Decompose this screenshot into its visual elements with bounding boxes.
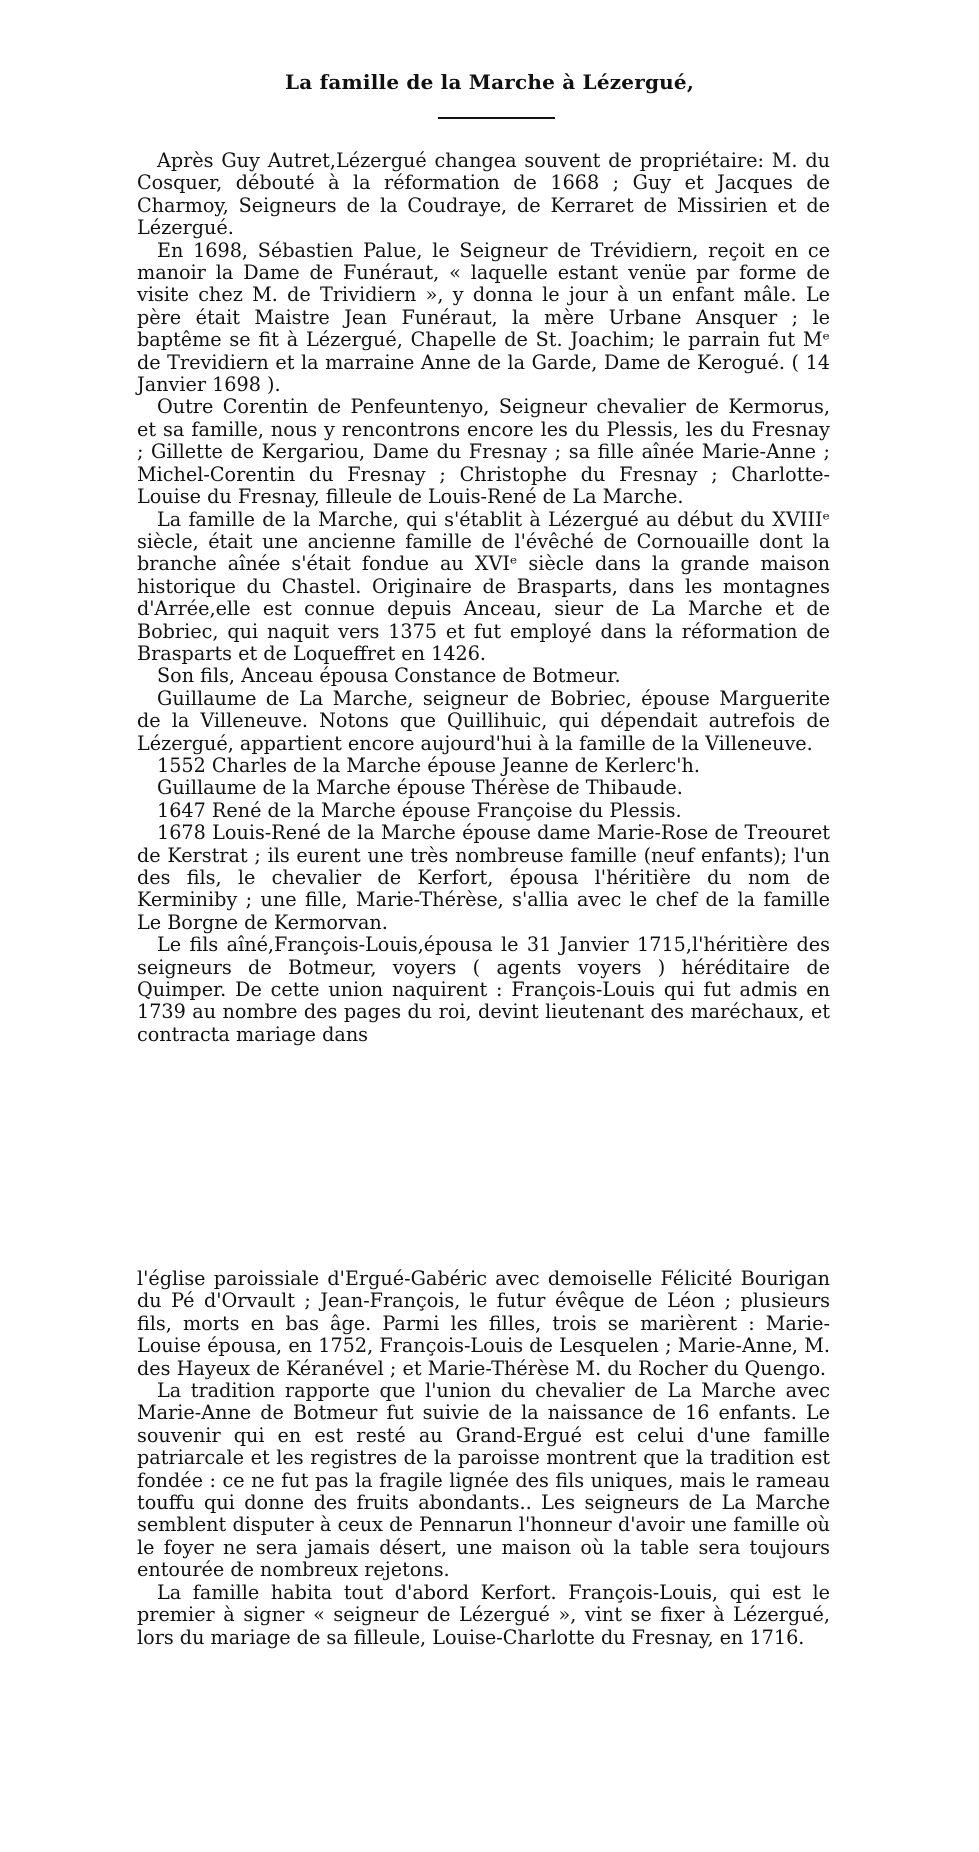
page-title: La famille de la Marche à Lézergué, — [285, 70, 694, 94]
paragraph: Son fils, Anceau épousa Constance de Botmeur. — [157, 664, 621, 688]
title-underline — [438, 117, 555, 119]
text-column-bottom — [137, 1268, 830, 1649]
paragraph: Le fils aîné,François-Louis,épousa le 31 Janvier 1715,l'héritière des seigneurs de Botmeur, voyers ( agents voyers ) héréditaire de Quimper. De cette union naquirent : François-Louis qui fut admis en 1739 au nombre des pages du roi, devint lieutenant des maréchaux, et contracta mariage dans — [137, 933, 830, 1046]
paragraph: La tradition rapporte que l'union du chevalier de La Marche avec Marie-Anne de Botmeur fut suivie de la naissance de 16 enfants. Le souvenir qui en est resté au Grand-Ergué est celui d'une famille patriarcale et les registres de la paroisse montrent que la tradition est fondée : ce ne fut pas la fragile lignée des fils uniques, mais le rameau touffu qui donne des fruits abondants.. Les seigneurs de La Marche semblent disputer à ceux de Pennarun l'honneur d'avoir une famille où le foyer ne sera jamais désert, une maison où la table sera toujours entourée de nombreux rejetons. — [137, 1379, 830, 1582]
text-column-top — [137, 150, 830, 1046]
paragraph: Guillaume de la Marche épouse Thérèse de Thibaude. — [157, 776, 683, 800]
paragraph: l'église paroissiale d'Ergué-Gabéric avec demoiselle Félicité Bourigan du Pé d'Orvault ; Jean-François, le futur évêque de Léon ; plusieurs fils, morts en bas âge. Parmi les filles, trois se marièrent : Marie-Louise épousa, en 1752, François-Louis de Lesquelen ; Marie-Anne, M. des Hayeux de Kéranével ; et Marie-Thérèse M. du Rocher du Quengo. — [137, 1267, 830, 1380]
paragraph: Guillaume de La Marche, seigneur de Bobriec, épouse Marguerite de la Villeneuve. Notons que Quillihuic, qui dépendait autrefois de Lézergué, appartient encore aujourd'hui à la famille de la Villeneuve. — [137, 686, 830, 755]
paragraph: 1647 René de la Marche épouse Françoise du Plessis. — [157, 798, 682, 822]
paragraph: 1552 Charles de la Marche épouse Jeanne de Kerlerc'h. — [157, 753, 700, 777]
paragraph: En 1698, Sébastien Palue, le Seigneur de Trévidiern, reçoit en ce manoir la Dame de Funéraut, « laquelle estant venüe par forme de visite chez M. de Trividiern », y donna le jour à un enfant mâle. Le père était Maistre Jean Funéraut, la mère Urbane Ansquer ; le baptême se fit à Lézergué, Chapelle de St. Joachim; le parrain fut Mᵉ de Trevidiern et la marraine Anne de la Garde, Dame de Kerogué. ( 14 Janvier 1698 ). — [137, 238, 830, 397]
paragraph: La famille habita tout d'abord Kerfort. François-Louis, qui est le premier à signer « seigneur de Lézergué », vint se fixer à Lézergué, lors du mariage de sa filleule, Louise-Charlotte du Fresnay, en 1716. — [137, 1580, 830, 1649]
paragraph: La famille de la Marche, qui s'établit à Lézergué au début du XVIIIᵉ siècle, était une ancienne famille de l'évêché de Cornouaille dont la branche aînée s'était fondue au XVIᵉ siècle dans la grande maison historique du Chastel. Originaire de Brasparts, dans les montagnes d'Arrée,elle est connue depuis Anceau, sieur de La Marche et de Bobriec, qui naquit vers 1375 et fut employé dans la réformation de Brasparts et de Loqueffret en 1426. — [137, 507, 830, 665]
paragraph: Après Guy Autret,Lézergué changea souvent de propriétaire: M. du Cosquer, débouté à la réformation de 1668 ; Guy et Jacques de Charmoy, Seigneurs de la Coudraye, de Kerraret de Missirien et de Lézergué. — [137, 149, 830, 240]
paragraph: 1678 Louis-René de la Marche épouse dame Marie-Rose de Treouret de Kerstrat ; ils eurent une très nombreuse famille (neuf enfants); l'un des fils, le chevalier de Kerfort, épousa l'héritière du nom de Kerminiby ; une fille, Marie-Thérèse, s'allia avec le chef de la famille Le Borgne de Kermorvan. — [137, 821, 830, 934]
paragraph: Outre Corentin de Penfeuntenyo, Seigneur chevalier de Kermorus, et sa famille, nous y rencontrons encore les du Plessis, les du Fresnay ; Gillette de Kergariou, Dame du Fresnay ; sa fille aînée Marie-Anne ; Michel-Corentin du Fresnay ; Christophe du Fresnay ; Charlotte-Louise du Fresnay, filleule de Louis-René de La Marche. — [137, 395, 830, 509]
